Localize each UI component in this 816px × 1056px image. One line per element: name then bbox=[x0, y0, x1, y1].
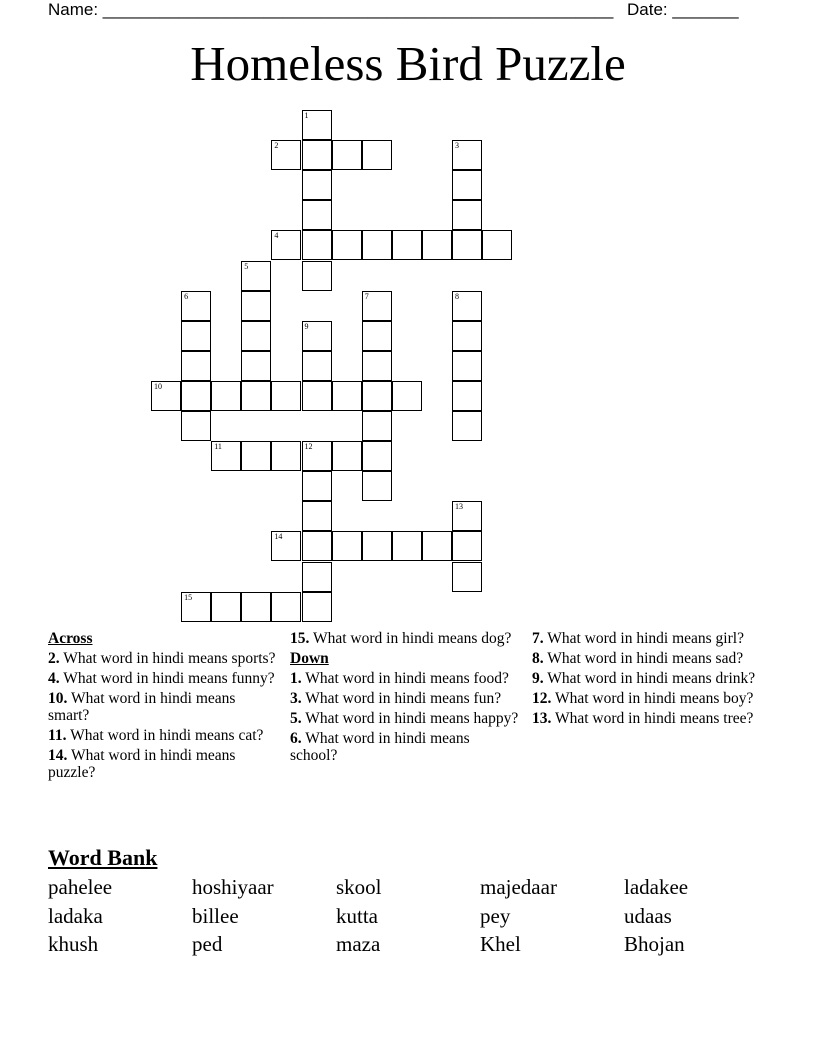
crossword-cell bbox=[452, 321, 482, 351]
cell-number: 6 bbox=[184, 291, 189, 301]
cell-number: 9 bbox=[304, 321, 309, 331]
crossword-cell bbox=[302, 230, 332, 260]
crossword-cell bbox=[452, 531, 482, 561]
word-bank-word: pey bbox=[480, 904, 511, 928]
cell-number: 3 bbox=[455, 141, 459, 151]
word-bank-word: skool bbox=[336, 875, 382, 899]
clue-down-3: 3. What word in hindi means fun? bbox=[290, 690, 502, 707]
crossword-cell bbox=[211, 441, 241, 471]
cell-number: 13 bbox=[455, 502, 463, 512]
crossword-cell bbox=[241, 261, 271, 291]
cell-number: 4 bbox=[274, 231, 279, 241]
clue-down-1: 1. What word in hindi means food? bbox=[290, 670, 509, 687]
crossword-cell bbox=[302, 321, 332, 351]
crossword-cell bbox=[392, 381, 422, 411]
clue-across-2: 2. What word in hindi means sports? bbox=[48, 650, 276, 667]
crossword-cell bbox=[452, 381, 482, 411]
crossword-cell bbox=[452, 291, 482, 321]
crossword-cell bbox=[181, 411, 211, 441]
crossword-cell bbox=[452, 411, 482, 441]
word-bank-word: ladaka bbox=[48, 904, 103, 928]
cell-number: 2 bbox=[274, 141, 279, 151]
crossword-cell bbox=[302, 501, 332, 531]
crossword-cell bbox=[302, 110, 332, 140]
crossword-cell bbox=[302, 351, 332, 381]
crossword-cell bbox=[332, 140, 362, 170]
crossword-cell bbox=[452, 230, 482, 260]
crossword-cell bbox=[422, 230, 452, 260]
cell-number: 14 bbox=[274, 532, 283, 542]
page-title: Homeless Bird Puzzle bbox=[190, 36, 626, 91]
crossword-cell bbox=[302, 441, 332, 471]
clue-column-1 bbox=[48, 630, 278, 784]
down-heading: Down bbox=[290, 650, 329, 667]
crossword-cell bbox=[211, 381, 241, 411]
crossword-cell bbox=[271, 230, 301, 260]
crossword-cell bbox=[332, 230, 362, 260]
word-bank-word: majedaar bbox=[480, 875, 557, 899]
crossword-cell bbox=[302, 261, 332, 291]
crossword-cell bbox=[332, 531, 362, 561]
crossword-cell bbox=[362, 230, 392, 260]
clue-down-9: 9. What word in hindi means drink? bbox=[532, 670, 756, 687]
crossword-cell bbox=[181, 351, 211, 381]
crossword-cell bbox=[241, 321, 271, 351]
crossword-cell bbox=[302, 531, 332, 561]
clue-down-6: 6. What word in hindi means school? bbox=[290, 730, 470, 764]
clue-across-15: 15. What word in hindi means dog? bbox=[290, 630, 512, 647]
clue-down-8: 8. What word in hindi means sad? bbox=[532, 650, 744, 667]
cell-number: 10 bbox=[154, 381, 162, 391]
clue-across-14: 14. What word in hindi means puzzle? bbox=[48, 747, 236, 781]
clue-across-10: 10. What word in hindi means smart? bbox=[48, 690, 236, 724]
name-field-line: Name: ______________________________________________________ bbox=[48, 0, 614, 19]
crossword-cell bbox=[332, 381, 362, 411]
crossword-cell bbox=[181, 381, 211, 411]
crossword-cell bbox=[241, 351, 271, 381]
crossword-cell bbox=[271, 441, 301, 471]
clue-column-2 bbox=[290, 630, 520, 767]
crossword-cell bbox=[302, 140, 332, 170]
crossword-cell bbox=[302, 592, 332, 622]
crossword-cell bbox=[181, 592, 211, 622]
word-bank-word: ladakee bbox=[624, 875, 689, 899]
crossword-cell bbox=[452, 562, 482, 592]
word-bank-word: kutta bbox=[336, 904, 378, 928]
date-field-line: Date: _______ bbox=[627, 0, 739, 19]
cell-number: 8 bbox=[455, 291, 459, 301]
crossword-cell bbox=[302, 200, 332, 230]
crossword-cell bbox=[362, 321, 392, 351]
word-bank-word: pahelee bbox=[48, 875, 113, 899]
word-bank-word: hoshiyaar bbox=[192, 875, 274, 899]
word-bank-word: maza bbox=[336, 932, 381, 956]
crossword-cell bbox=[211, 592, 241, 622]
word-bank-word: Bhojan bbox=[624, 932, 685, 956]
clue-across-4: 4. What word in hindi means funny? bbox=[48, 670, 275, 687]
crossword-cell bbox=[332, 441, 362, 471]
crossword-cell bbox=[362, 291, 392, 321]
cell-number: 7 bbox=[364, 291, 369, 301]
word-bank-word: ped bbox=[192, 932, 223, 956]
crossword-cell bbox=[392, 531, 422, 561]
crossword-cell bbox=[362, 531, 392, 561]
crossword-cell bbox=[151, 381, 181, 411]
crossword-cell bbox=[241, 592, 271, 622]
word-bank-word: Khel bbox=[480, 932, 521, 956]
cell-number: 15 bbox=[184, 592, 193, 602]
crossword-cell bbox=[271, 592, 301, 622]
crossword-cell bbox=[362, 441, 392, 471]
cell-number: 5 bbox=[244, 261, 249, 271]
clue-column-3 bbox=[532, 630, 762, 730]
crossword-cell bbox=[362, 411, 392, 441]
clue-down-5: 5. What word in hindi means happy? bbox=[290, 710, 519, 727]
word-bank-word: udaas bbox=[624, 904, 672, 928]
crossword-cell bbox=[241, 441, 271, 471]
clue-across-11: 11. What word in hindi means cat? bbox=[48, 727, 264, 744]
across-heading: Across bbox=[48, 630, 93, 647]
crossword-cell bbox=[241, 381, 271, 411]
crossword-cell bbox=[362, 381, 392, 411]
crossword-cell bbox=[271, 531, 301, 561]
crossword-cell bbox=[302, 170, 332, 200]
crossword-cell bbox=[362, 471, 392, 501]
word-bank-word: billee bbox=[192, 904, 239, 928]
crossword-cell bbox=[302, 471, 332, 501]
crossword-cell bbox=[271, 140, 301, 170]
clue-down-7: 7. What word in hindi means girl? bbox=[532, 630, 744, 647]
crossword-cell bbox=[482, 230, 512, 260]
crossword-cell bbox=[452, 140, 482, 170]
crossword-cell bbox=[452, 501, 482, 531]
cell-number: 1 bbox=[304, 111, 309, 120]
crossword-cell bbox=[452, 170, 482, 200]
crossword-cell bbox=[302, 381, 332, 411]
cell-number: 11 bbox=[214, 442, 222, 452]
crossword-cell bbox=[241, 291, 271, 321]
cell-number: 12 bbox=[304, 442, 313, 452]
crossword-cell bbox=[181, 321, 211, 351]
clue-down-12: 12. What word in hindi means boy? bbox=[532, 690, 754, 707]
crossword-cell bbox=[392, 230, 422, 260]
crossword-cell bbox=[362, 351, 392, 381]
crossword-cell bbox=[362, 140, 392, 170]
crossword-cell bbox=[302, 562, 332, 592]
word-bank-title: Word Bank bbox=[48, 845, 158, 870]
crossword-cell bbox=[181, 291, 211, 321]
crossword-cell bbox=[452, 200, 482, 230]
word-bank-word: khush bbox=[48, 932, 99, 956]
crossword-cell bbox=[271, 381, 301, 411]
crossword-cell bbox=[422, 531, 452, 561]
clue-down-13: 13. What word in hindi means tree? bbox=[532, 710, 754, 727]
crossword-cell bbox=[452, 351, 482, 381]
